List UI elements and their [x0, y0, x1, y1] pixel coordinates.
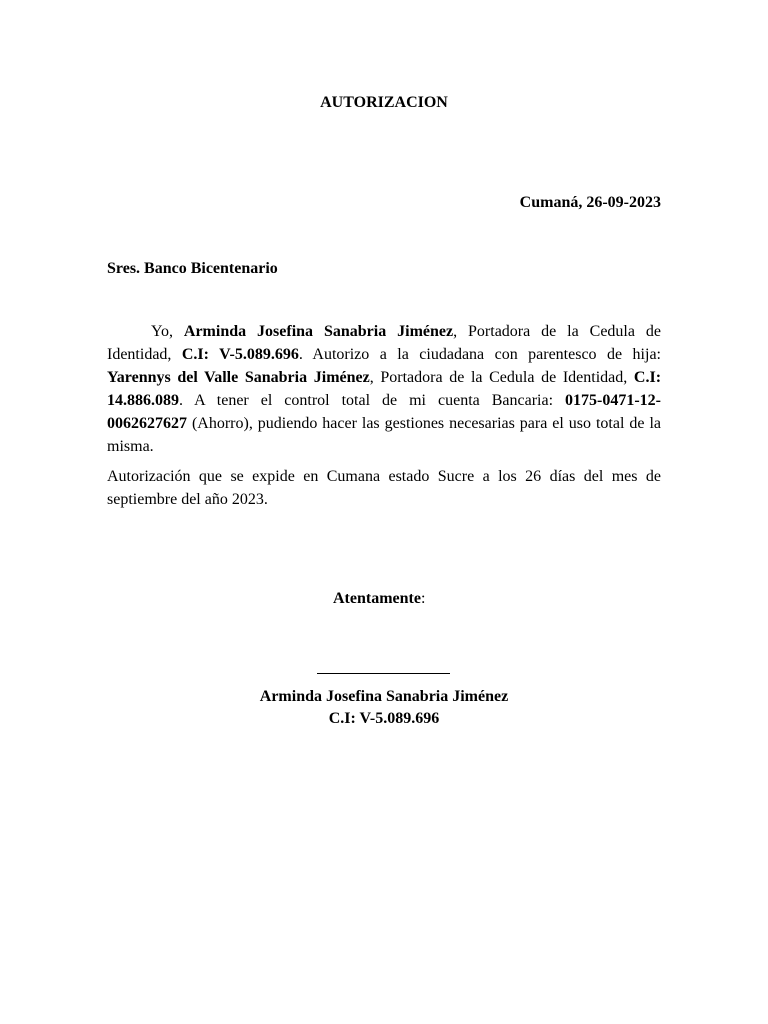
signatory-id: C.I: V-5.089.696	[328, 710, 440, 727]
closing-colon: :	[420, 590, 426, 607]
text-segment: Yo,	[151, 323, 184, 340]
text-segment: , Portadora de la Cedula de Identidad,	[369, 369, 634, 386]
issuance-paragraph: Autorización que se expide en Cumana estado Sucre a los 26 días del mes de septiembre del año 2023.	[107, 468, 661, 508]
grantor-id: C.I: V-5.089.696	[181, 346, 299, 363]
document-date: Cumaná, 26-09-2023	[519, 194, 661, 211]
signatory-name: Arminda Josefina Sanabria Jiménez	[259, 688, 509, 705]
grantor-name: Arminda Josefina Sanabria Jiménez	[183, 323, 454, 340]
authorized-id: C.I: 14.886.089	[107, 369, 662, 409]
authorization-paragraph	[107, 320, 661, 458]
document-title: AUTORIZACION	[320, 94, 448, 111]
closing	[333, 587, 425, 610]
account-number: 0175-0471-12-0062627627	[107, 392, 661, 432]
authorized-name: Yarennys del Valle Sanabria Jiménez	[107, 369, 370, 386]
closing-label: Atentamente	[333, 590, 421, 607]
text-segment: (Ahorro), pudiendo hacer las gestiones necesarias para el uso total de la misma.	[107, 415, 661, 455]
text-segment: , Portadora de la Cedula de Identidad,	[107, 323, 662, 363]
recipient: Sres. Banco Bicentenario	[107, 260, 278, 277]
text-segment: . A tener el control total de mi cuenta Bancaria:	[179, 392, 566, 409]
document-body	[107, 320, 661, 511]
signature-line	[317, 673, 450, 674]
text-segment: . Autorizo a la ciudadana con parentesco de hija:	[298, 346, 661, 363]
